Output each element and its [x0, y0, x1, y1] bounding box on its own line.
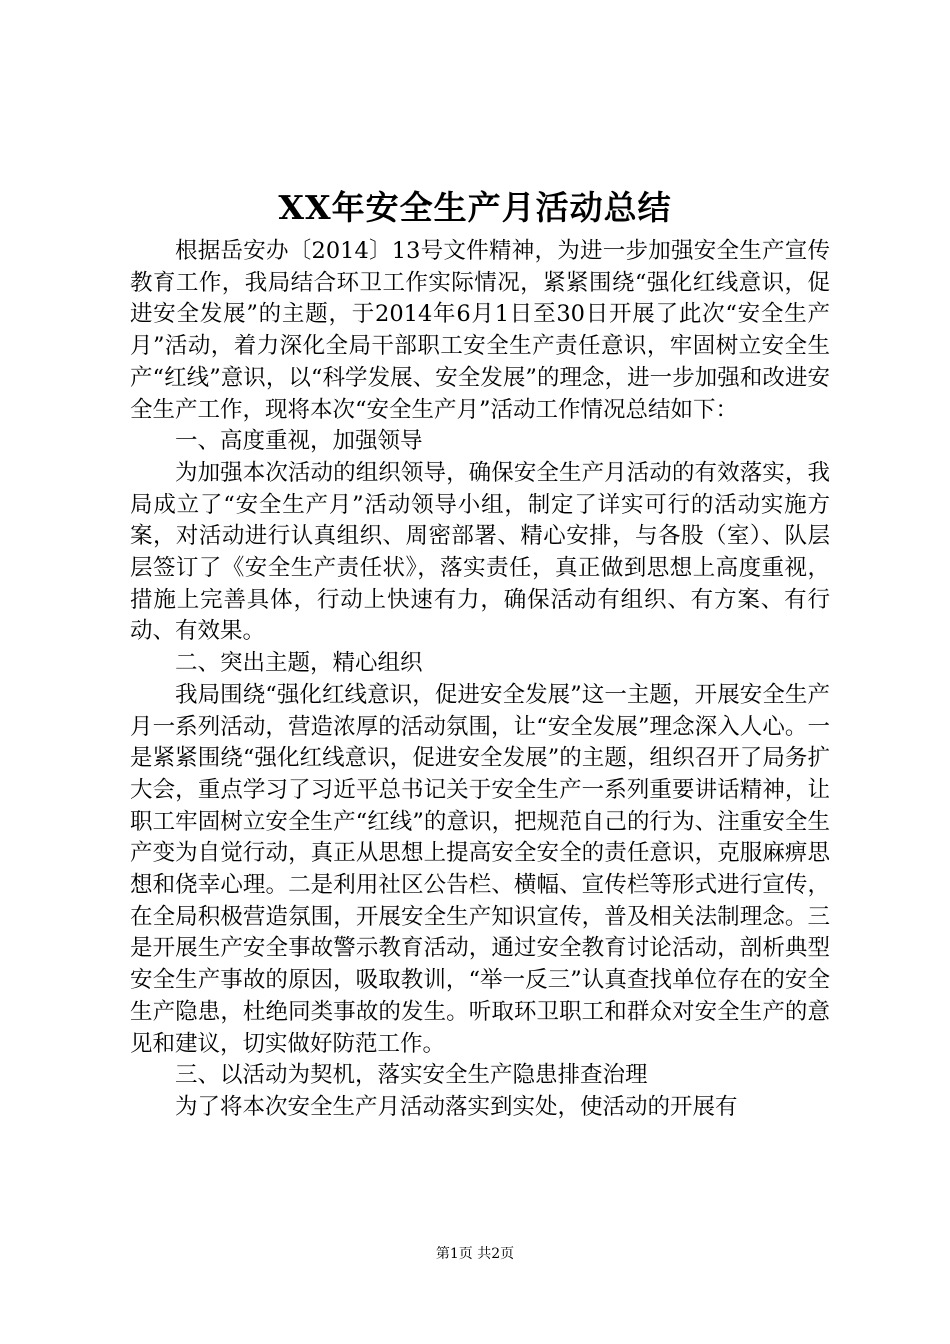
paragraph-section-3: 为了将本次安全生产月活动落实到实处，使活动的开展有: [175, 1093, 738, 1120]
paragraph-intro: 根据岳安办〔2014〕13号文件精神，为进一步加强安全生产宣传教育工作，我局结合环卫工作实际情况，紧紧围绕“强化红线意识，促进安全发展”的主题，于2014年6月1日至30日开展了此次“安全生产月”活动，着力深化全局干部职工安全生产责任意识，牢固树立安全生产“红线”意识，以“科学发展、安全发展”的理念，进一步加强和改进安全生产工作，现将本次“安全生产月”活动工作情况总结如下：: [130, 238, 830, 423]
document-body: [130, 236, 830, 1124]
paragraph-section-1: 为加强本次活动的组织领导，确保安全生产月活动的有效落实，我局成立了“安全生产月”活动领导小组，制定了详实可行的活动实施方案，对活动进行认真组织、周密部署、精心安排，与各股（室）、队层层签订了《安全生产责任状》，落实责任，真正做到思想上高度重视，措施上完善具体，行动上快速有力，确保活动有组织、有方案、有行动、有效果。: [130, 459, 830, 645]
page-footer: 第1页 共2页: [435, 1246, 515, 1262]
paragraph-section-2: 我局围绕“强化红线意识，促进安全发展”这一主题，开展安全生产月一系列活动，营造浓厚的活动氛围，让“安全发展”理念深入人心。一是紧紧围绕“强化红线意识，促进安全发展”的主题，组织召开了局务扩大会，重点学习了习近平总书记关于安全生产一系列重要讲话精神，让职工牢固树立安全生产“红线”的意识，把规范自己的行为、注重安全生产变为自觉行动，真正从思想上提高安全安全的责任意识，克服麻痹思想和侥幸心理。二是利用社区公告栏、横幅、宣传栏等形式进行宣传，在全局积极营造氛围，开展安全生产知识宣传，普及相关法制理念。三是开展生产安全事故警示教育活动，通过安全教育讨论活动，剖析典型安全生产事故的原因，吸取教训，“举一反三”认真查找单位存在的安全生产隐患，杜绝同类事故的发生。听取环卫职工和群众对安全生产的意见和建议，切实做好防范工作。: [130, 681, 830, 1057]
section-heading-1: 一、高度重视，加强领导: [175, 428, 423, 455]
section-heading-3: 三、以活动为契机，落实安全生产隐患排查治理: [175, 1062, 648, 1089]
section-heading-2: 二、突出主题，精心组织: [175, 650, 423, 677]
document-title: XX年安全生产月活动总结: [278, 188, 672, 227]
